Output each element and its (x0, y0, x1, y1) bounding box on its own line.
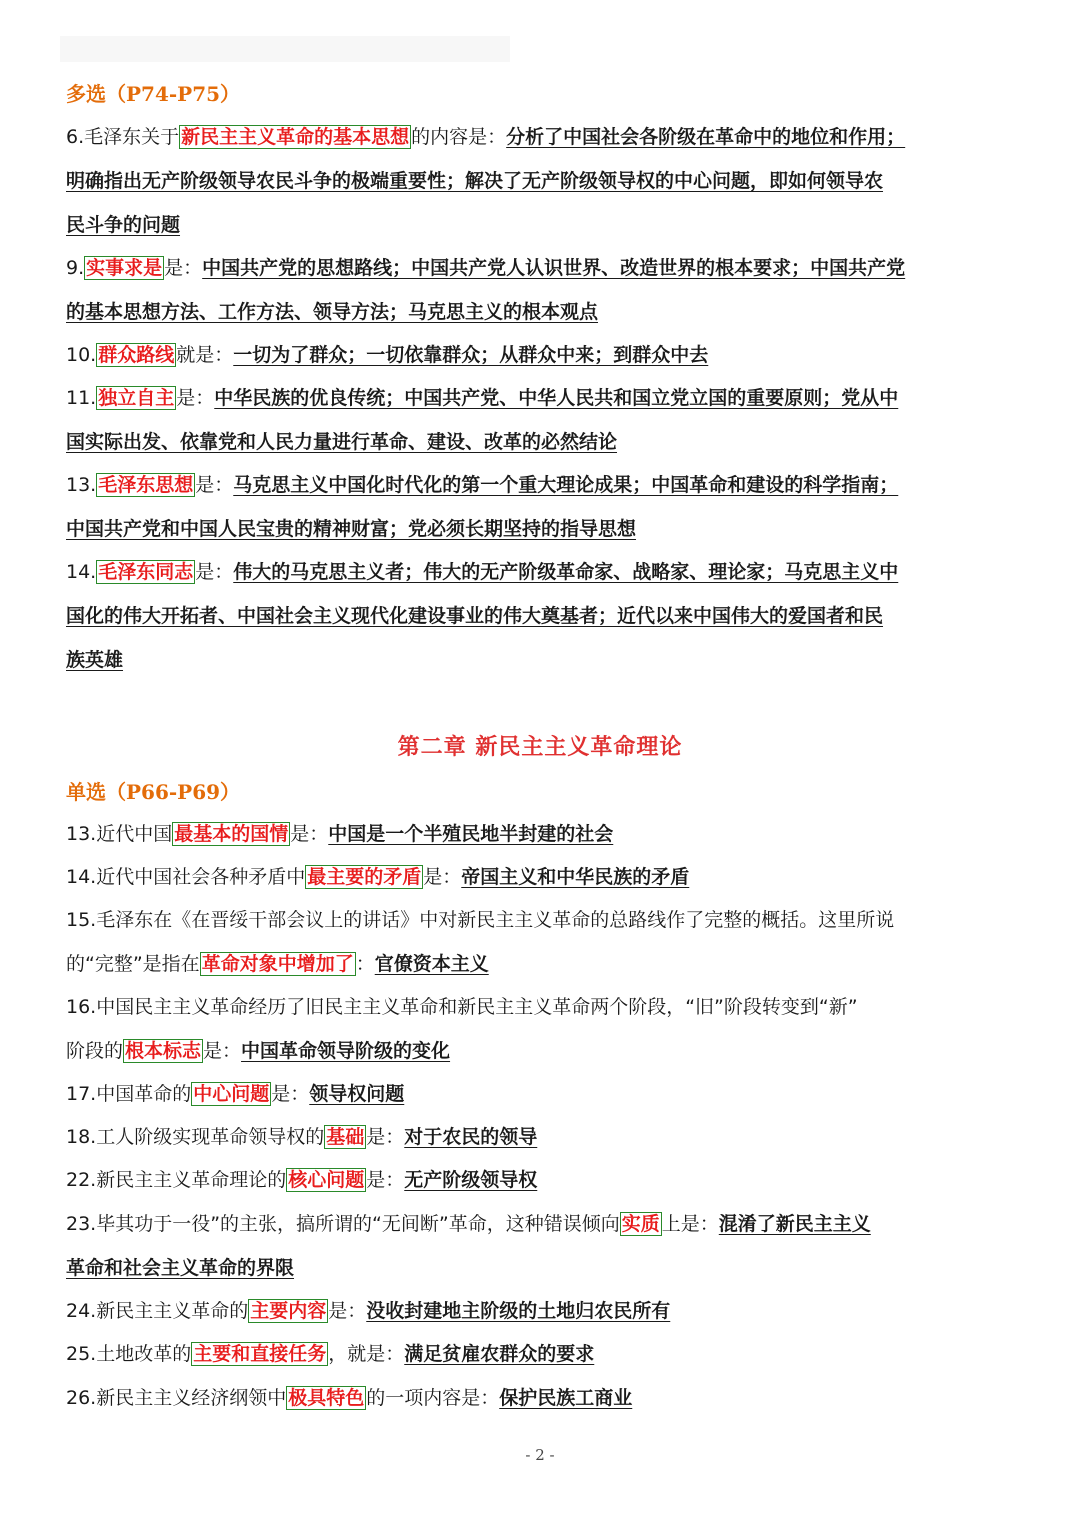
answer-text: 保护民族工商业 (499, 1387, 633, 1409)
keyword-box: 实事求是 (86, 257, 163, 279)
question-item-2-14: 14.近代中国社会各种矛盾中 最主要的矛盾 是：帝国主义和中华民族的矛盾 (66, 866, 690, 888)
question-item-2-25: 25.土地改革的 主要和直接任务 ，就是：满足贫雇农群众的要求 (66, 1343, 595, 1365)
question-item-2-18: 18.工人阶级实现革命领导权的 基础 是：对于农民的领导 (66, 1126, 538, 1148)
answer-text: 族英雄 (66, 649, 124, 671)
keyword-box: 主要和直接任务 (193, 1343, 327, 1365)
section-heading-multiple-choice: 多选（P74-P75） (66, 82, 241, 106)
answer-text: 领导权问题 (309, 1083, 405, 1105)
answer-text: 伟大的马克思主义者；伟大的无产阶级革命家、战略家、理论家；马克思主义中 (233, 561, 899, 583)
answer-text: 一切为了群众；一切依靠群众；从群众中来；到群众中去 (233, 344, 709, 366)
keyword-box: 基础 (326, 1126, 365, 1148)
question-item-2-16: 16.中国民主主义革命经历了旧民主主义革命和新民主主义革命两个阶段，“旧”阶段转变到“新” 阶段的 根本标志 是：中国革命领导阶级的变化 (66, 996, 858, 1062)
keyword-box: 极具特色 (288, 1387, 365, 1409)
page-number: - 2 - (525, 1446, 555, 1464)
answer-text: 革命和社会主义革命的界限 (66, 1257, 295, 1279)
answer-text: 中国革命领导阶级的变化 (241, 1040, 451, 1062)
question-item-11: 11. 独立自主 是：中华民族的优良传统；中国共产党、中华人民共和国立党立国的重要原则；党从中 国实际出发、依靠党和人民力量进行革命、建设、改革的必然结论 (66, 376, 1014, 464)
question-item-2-24: 24.新民主主义革命的 主要内容 是：没收封建地主阶级的土地归农民所有 (66, 1300, 671, 1322)
answer-text: 没收封建地主阶级的土地归农民所有 (366, 1300, 671, 1322)
answer-text: 混淆了新民主主义 (718, 1213, 871, 1235)
question-item-13: 13. 毛泽东思想 是：马克思主义中国化时代化的第一个重大理论成果；中国革命和建设的科学指南； 中国共产党和中国人民宝贵的精神财富；党必须长期坚持的指导思想 (66, 463, 1014, 551)
keyword-box: 中心问题 (193, 1083, 270, 1105)
question-item-9: 9. 实事求是 是：中国共产党的思想路线；中国共产党人认识世界、改造世界的根本要求；中国共产党 的基本思想方法、工作方法、领导方法；马克思主义的根本观点 (66, 246, 1014, 334)
answer-text: 帝国主义和中华民族的矛盾 (461, 866, 690, 888)
keyword-box: 主要内容 (250, 1300, 327, 1322)
answer-text: 分析了中国社会各阶级在革命中的地位和作用； (506, 126, 906, 148)
keyword-box: 实质 (621, 1213, 660, 1235)
keyword-box: 独立自主 (98, 387, 175, 409)
question-item-2-22: 22.新民主主义革命理论的 核心问题 是：无产阶级领导权 (66, 1169, 538, 1191)
question-item-2-23: 23.毕其功于一役”的主张，搞所谓的“无间断”革命，这种错误倾向 实质 上是：混淆了新民主主义 革命和社会主义革命的界限 (66, 1202, 1014, 1290)
keyword-box: 新民主主义革命的基本思想 (181, 126, 410, 148)
answer-text: 民斗争的问题 (66, 214, 181, 236)
keyword-box: 群众路线 (98, 344, 175, 366)
top-blurred-band (60, 36, 510, 62)
answer-text: 国化的伟大开拓者、中国社会主义现代化建设事业的伟大奠基者；近代以来中国伟大的爱国者和民 (66, 605, 884, 627)
question-item-10: 10. 群众路线 就是：一切为了群众；一切依靠群众；从群众中来；到群众中去 (66, 344, 709, 366)
answer-text: 满足贫雇农群众的要求 (404, 1343, 595, 1365)
keyword-box: 革命对象中增加了 (201, 953, 354, 975)
answer-text: 无产阶级领导权 (404, 1169, 538, 1191)
answer-text: 的基本思想方法、工作方法、领导方法；马克思主义的根本观点 (66, 301, 599, 323)
keyword-box: 最基本的国情 (174, 823, 289, 845)
chapter-title: 第二章 新民主主义革命理论 (397, 735, 683, 760)
answer-text: 中国共产党的思想路线；中国共产党人认识世界、改造世界的根本要求；中国共产党 (202, 257, 906, 279)
keyword-box: 毛泽东同志 (98, 561, 194, 583)
answer-text: 马克思主义中国化时代化的第一个重大理论成果；中国革命和建设的科学指南； (233, 474, 899, 496)
answer-text: 中国共产党和中国人民宝贵的精神财富；党必须长期坚持的指导思想 (66, 518, 637, 540)
answer-text: 中国是一个半殖民地半封建的社会 (328, 823, 614, 845)
answer-text: 国实际出发、依靠党和人民力量进行革命、建设、改革的必然结论 (66, 431, 618, 453)
keyword-box: 根本标志 (125, 1040, 202, 1062)
question-item-14: 14. 毛泽东同志 是：伟大的马克思主义者；伟大的无产阶级革命家、战略家、理论家；马克思主义中 国化的伟大开拓者、中国社会主义现代化建设事业的伟大奠基者；近代以来中国伟大的爱国者和民 族英雄 (66, 550, 1014, 682)
answer-text: 对于农民的领导 (404, 1126, 538, 1148)
section-heading-single-choice: 单选（P66-P69） (66, 780, 241, 804)
keyword-box: 毛泽东思想 (98, 474, 194, 496)
question-item-2-17: 17.中国革命的 中心问题 是：领导权问题 (66, 1083, 405, 1105)
keyword-box: 核心问题 (288, 1169, 365, 1191)
question-item-2-26: 26.新民主主义经济纲领中 极具特色 的一项内容是：保护民族工商业 (66, 1387, 633, 1409)
keyword-box: 最主要的矛盾 (307, 866, 422, 888)
answer-text: 中华民族的优良传统；中国共产党、中华人民共和国立党立国的重要原则；党从中 (214, 387, 899, 409)
question-item-6: 6.毛泽东关于 新民主主义革命的基本思想 的内容是：分析了中国社会各阶级在革命中的地位和作用； 明确指出无产阶级领导农民斗争的极端重要性；解决了无产阶级领导权的中心问题，即如何领导农 民斗争的问题 (66, 115, 1014, 247)
answer-text: 明确指出无产阶级领导农民斗争的极端重要性；解决了无产阶级领导权的中心问题，即如何领导农 (66, 170, 884, 192)
question-item-2-15: 15.毛泽东在《在晋绥干部会议上的讲话》中对新民主主义革命的总路线作了完整的概括。这里所说 的“完整”是指在 革命对象中增加了 ：官僚资本主义 (66, 909, 895, 975)
question-item-2-13: 13.近代中国 最基本的国情 是：中国是一个半殖民地半封建的社会 (66, 823, 614, 845)
answer-text: 官僚资本主义 (374, 953, 489, 975)
